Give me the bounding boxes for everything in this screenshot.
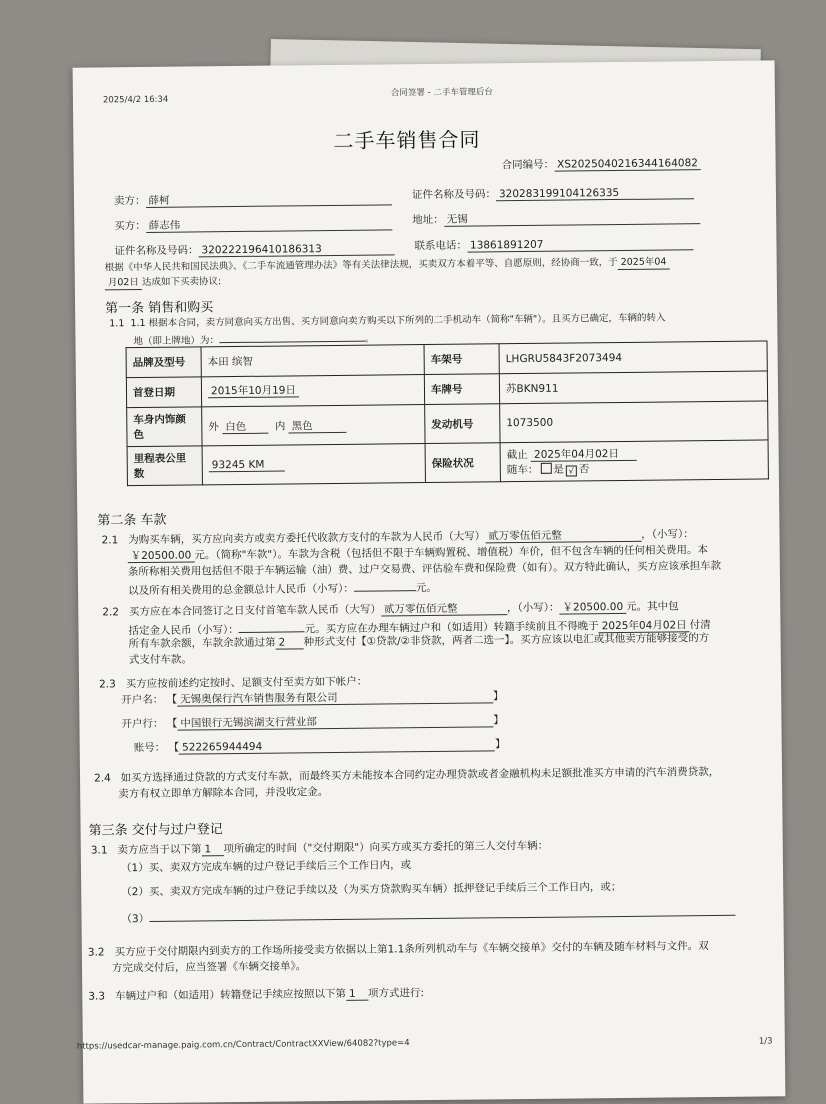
brand-label: 品牌及型号 (126, 347, 201, 378)
s2-p1-line-3: 条所称相关费用包括但不限于车辆运输（油）费、过户交易费、评估验车费和保险费（如有）。双方特此确认，买方应该承担车款 (127, 559, 722, 579)
insurance-label: 保险状况 (425, 443, 500, 483)
color-label: 车身内饰颜色 (127, 407, 202, 447)
print-url: https://usedcar-manage.paig.com.cn/Contract/ContractXXView/64082?type=4 (76, 1038, 410, 1052)
s3-p2-line-1: 3.2 买方应于交付期限内到卖方的工作场所接受卖方依据以上第1.1条所列机动车与《车辆交接单》交付的车辆及随车材料与文件。双 (87, 940, 709, 959)
plate-label: 车牌号 (424, 374, 499, 405)
s1-line-2: 地（即上牌地）为： 。 (133, 329, 374, 350)
buyer-id-row: 证件名称及号码： 320222196410186313 (114, 241, 394, 258)
account-no-row: 账号： 【 522265944494 】 (133, 738, 506, 755)
s3-p3-line-1: 3.3 车辆过户和（如适用）转籍登记手续应按照以下第 1 项方式进行: (88, 987, 425, 1003)
checkbox-yes (540, 463, 551, 474)
odometer-value: 93245 KM (202, 444, 425, 485)
insurance-value: 截止 2025年04月02日 随车： 是 √ 否 (500, 440, 768, 482)
vin-value: LHGRU5843F2073494 (499, 341, 767, 374)
contract-no: XS2025040216344164082 (554, 157, 701, 172)
buyer-address: 无锡 (444, 211, 700, 227)
s2-p1-line-2: ￥20500.00 元。（简称"车款"）。车款为含税（包括但不限于车辆购置税、增值税）车价，但不包含车辆的任何相关费用。本 (128, 543, 708, 563)
s3-option-2: （2）买、卖双方完成车辆的过户登记手续以及（为买方贷款购买车辆）抵押登记手续后三个工作日内，或； (121, 881, 622, 899)
brand-value: 本田 缤智 (201, 345, 424, 377)
color-value: 外 白色 内 黑色 (202, 405, 425, 446)
account-name-row: 开户名： 【 无锡奥保行汽车销售服务有限公司 】 (121, 690, 504, 707)
s3-p2-line-2: 方完成交付后，应当签署《车辆交接单》。 (111, 960, 307, 975)
intro-line-1: 根据《中华人民共和国民法典》、《二手车流通管理办法》等有关法律法规，买卖双方本着平等、自愿原则，经协商一致，于 2025年04 (105, 255, 670, 275)
buyer-id: 320222196410186313 (198, 242, 394, 257)
buyer-name: 薛志伟 (146, 217, 392, 233)
bank-row: 开户行： 【 中国银行无锡滨湖支行营业部 】 (121, 714, 504, 731)
contract-title: 二手车销售合同 (333, 127, 481, 153)
s2-p2-line-1: 2.2 买方应在本合同签订之日支付首笔车款人民币（大写） 贰万零伍佰元整 ，（小写）： ￥20500.00 元。其中包 (102, 600, 679, 619)
odometer-label: 里程表公里数 (127, 446, 202, 486)
phone-row: 联系电话： 13861891207 (414, 236, 693, 253)
s3-p1-line-1: 3.1 卖方应当于以下第 1 项所确定的时间（"交付期限"）向买方或买方委托的第三人交付车辆： (90, 839, 549, 857)
engine-label: 发动机号 (425, 404, 500, 444)
table-row (127, 440, 768, 486)
seller-row: 卖方： 薛柯 (114, 191, 392, 208)
engine-value: 1073500 (500, 401, 768, 443)
buyer-row: 买方： 薛志伟 (114, 216, 392, 233)
buyer-phone: 13861891207 (467, 237, 693, 252)
account-no: 522265944494 (179, 738, 495, 754)
print-page-title: 合同签署 - 二手车管理后台 (390, 87, 493, 99)
seller-id: 320283199104126335 (496, 186, 694, 201)
seller-name: 薛柯 (145, 192, 391, 208)
contract-no-row: 合同编号： XS2025040216344164082 (502, 156, 701, 172)
bank-name: 中国银行无锡滨湖支行营业部 (177, 714, 493, 730)
address-row: 地址： 无锡 (412, 210, 700, 227)
print-datetime: 2025/4/2 16:34 (102, 94, 169, 106)
plate-value: 苏BKN911 (499, 371, 767, 404)
account-name: 无锡奥保行汽车销售服务有限公司 (177, 690, 493, 706)
section-3-heading: 第三条 交付与过户登记 (88, 822, 223, 839)
s2-p2-line-2: 括定金人民币（小写）： 元。买方应在办理车辆过户和（如适用）转籍手续前且不得晚于 2025年04月02日 付清 (128, 619, 711, 638)
s3-option-1: （1）买、卖双方完成车辆的过户登记手续后三个工作日内，或 (120, 859, 412, 875)
intro-line-2: 月02日 达成如下买卖协议: (105, 275, 221, 290)
checkbox-no: √ (566, 465, 577, 476)
s2-p1-line-4: 以及所有相关费用的总金额总计人民币（小写）： 元。 (128, 578, 437, 598)
contract-page (73, 60, 786, 1103)
section-1-heading: 第一条 销售和购买 (105, 300, 214, 317)
vehicle-info-table (126, 340, 769, 486)
s2-p2-line-3: 所有车款余额，车款余款通过第 2 种形式支付【①贷款/②非贷款，两者二选一】。买方应该以电汇或其他卖方能够接受的方 (128, 632, 710, 651)
s1-line-1: 1.1 1.1 根据本合同，卖方同意向买方出售、买方同意向卖方购买以下所列的二手机动车（简称"车辆"）。且买方已确定，车辆的转入 (109, 312, 666, 330)
vin-label: 车架号 (424, 344, 499, 375)
reg-date-value: 2015年10月19日 (201, 375, 424, 407)
table-row (127, 401, 768, 447)
s2-p4-line-1: 2.4 如买方选择通过贷款的方式支付车款，而最终买方未能按本合同约定办理贷款或者金融机构未足额批准买方申请的汽车消费贷款， (93, 765, 720, 785)
section-2-heading: 第二条 车款 (97, 512, 167, 529)
s2-p1-line-1: 2.1 为购买车辆，买方应向卖方或卖方委托代收款方支付的车款为人民币（大写） 贰万零伍佰元整 ，（小写）： (101, 528, 694, 547)
print-page-number: 1/3 (758, 1036, 773, 1047)
s3-option-3: （3） (121, 903, 735, 926)
seller-id-row: 证件名称及号码： 320283199104126335 (412, 185, 694, 202)
s2-p2-line-4: 式支付车款。 (128, 653, 192, 667)
reg-date-label: 首登日期 (126, 377, 201, 408)
s2-p3-line-1: 2.3 买方应按前述约定按时、足额支付至卖方如下帐户： (98, 675, 368, 691)
s2-p4-line-2: 卖方有权立即单方解除本合同，并没收定金。 (118, 786, 329, 801)
